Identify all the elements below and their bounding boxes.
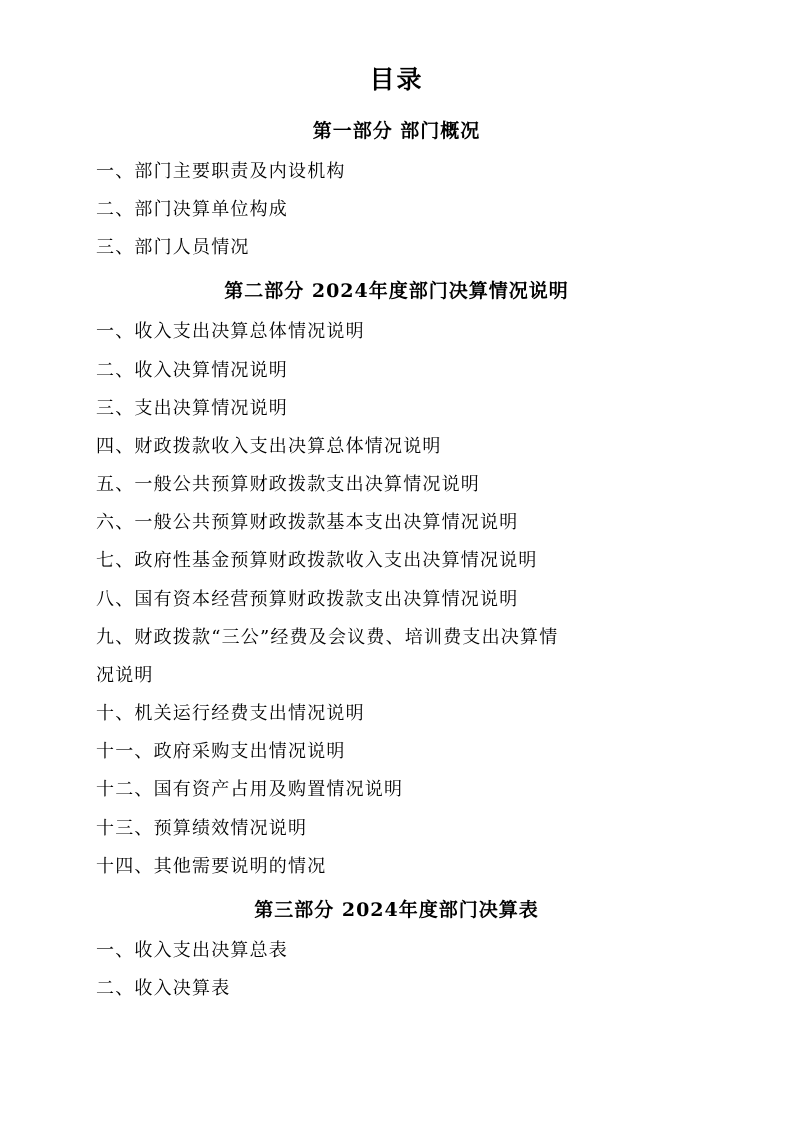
- toc-entry: 五、一般公共预算财政拨款支出决算情况说明: [96, 474, 480, 496]
- section-heading-1: 第一部分 部门概况: [312, 120, 481, 142]
- toc-entry: 八、国有资本经营预算财政拨款支出决算情况说明: [96, 588, 519, 610]
- toc-entry-continuation: 况说明: [96, 664, 154, 686]
- toc-entry: 三、部门人员情况: [96, 237, 250, 259]
- toc-entry: 十四、其他需要说明的情况: [96, 855, 327, 877]
- toc-entry: 七、政府性基金预算财政拨款收入支出决算情况说明: [96, 550, 538, 572]
- page-title: 目录: [369, 65, 424, 94]
- toc-entry: 十二、国有资产占用及购置情况说明: [96, 779, 404, 801]
- toc-entry: 二、部门决算单位构成: [96, 199, 288, 221]
- toc-entry: 九、财政拨款“三公”经费及会议费、培训费支出决算情: [96, 626, 559, 648]
- toc-entry: 一、收入支出决算总体情况说明: [96, 321, 365, 343]
- toc-entry: 一、部门主要职责及内设机构: [96, 161, 346, 182]
- toc-entry: 十三、预算绩效情况说明: [96, 817, 308, 839]
- toc-entry: 一、收入支出决算总表: [96, 939, 288, 961]
- toc-entry: 四、财政拨款收入支出决算总体情况说明: [96, 435, 442, 457]
- toc-entry: 三、支出决算情况说明: [96, 397, 288, 419]
- section-heading-2: 第二部分 2024年度部门决算情况说明: [224, 280, 569, 303]
- toc-entry: 十、机关运行经费支出情况说明: [96, 703, 365, 725]
- toc-entry: 十一、政府采购支出情况说明: [96, 741, 346, 763]
- toc-entry: 二、收入决算情况说明: [96, 359, 288, 381]
- toc-entry: 六、一般公共预算财政拨款基本支出决算情况说明: [96, 512, 519, 534]
- section-heading-3: 第三部分 2024年度部门决算表: [254, 898, 539, 921]
- toc-entry: 二、收入决算表: [96, 977, 231, 999]
